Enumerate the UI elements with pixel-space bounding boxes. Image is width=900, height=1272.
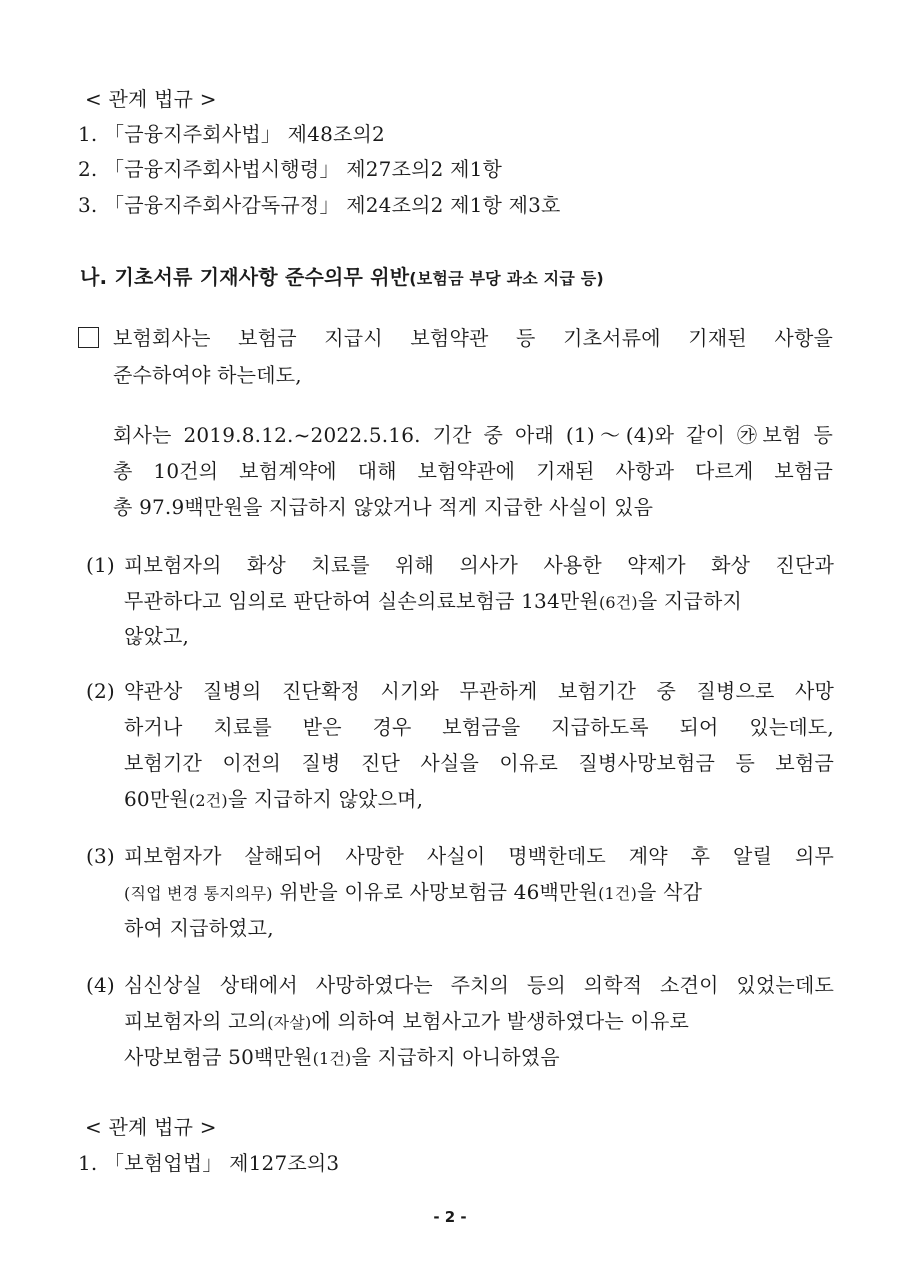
laws-header: < 관계 법규 > [85, 1115, 217, 1139]
item-line: 약관상 질병의 진단확정 시기와 무관하게 보험기간 중 질병으로 사망 [124, 679, 834, 703]
item-line: 피보험자의 화상 치료를 위해 의사가 사용한 약제가 화상 진단과 [124, 553, 834, 577]
intro-paragraph-line: 회사는 2019.8.12.~2022.5.16. 기간 중 아래 (1)～(4)와 같이 ㉮보험 등 [113, 423, 833, 447]
item-number: (1) [86, 553, 115, 577]
law-item: 1. 「보험업법」 제127조의3 [78, 1151, 340, 1175]
section-heading [80, 262, 604, 294]
item-line: 사망보험금 50백만원(1건)을 지급하지 아니하였음 [124, 1045, 560, 1069]
item-line: 심신상실 상태에서 사망하였다는 주치의 등의 의학적 소견이 있었는데도 [124, 973, 834, 997]
item-number: (2) [86, 679, 115, 703]
item-line: (직업 변경 통지의무) 위반을 이유로 사망보험금 46백만원(1건)을 삭감 [124, 880, 703, 904]
item-line: 않았고, [124, 624, 190, 648]
item-line: 피보험자가 살해되어 사망한 사실이 명백한데도 계약 후 알릴 의무 [124, 844, 834, 868]
checkbox-bullet-icon [78, 327, 99, 348]
section-title: 나. 기초서류 기재사항 준수의무 위반 [80, 265, 410, 289]
intro-bullet-line: 준수하여야 하는데도, [113, 363, 302, 387]
intro-bullet-line: 보험회사는 보험금 지급시 보험약관 등 기초서류에 기재된 사항을 [113, 326, 833, 350]
item-line: 피보험자의 고의(자살)에 의하여 보험사고가 발생하였다는 이유로 [124, 1009, 689, 1033]
law-item: 1. 「금융지주회사법」 제48조의2 [78, 122, 385, 146]
item-line: 하여 지급하였고, [124, 916, 274, 940]
law-item: 3. 「금융지주회사감독규정」 제24조의2 제1항 제3호 [78, 193, 561, 217]
intro-paragraph-line: 총 10건의 보험계약에 대해 보험약관에 기재된 사항과 다르게 보험금 [113, 459, 833, 483]
laws-header: < 관계 법규 > [85, 87, 217, 111]
item-line: 60만원(2건)을 지급하지 않았으며, [124, 787, 424, 811]
item-number: (4) [86, 973, 115, 997]
page-number: - 2 - [433, 1208, 467, 1226]
item-line: 보험기간 이전의 질병 진단 사실을 이유로 질병사망보험금 등 보험금 [124, 751, 834, 775]
item-number: (3) [86, 844, 115, 868]
item-line: 무관하다고 임의로 판단하여 실손의료보험금 134만원(6건)을 지급하지 [124, 589, 743, 613]
law-item: 2. 「금융지주회사법시행령」 제27조의2 제1항 [78, 157, 503, 181]
item-line: 하거나 치료를 받은 경우 보험금을 지급하도록 되어 있는데도, [124, 715, 834, 739]
section-subtitle: (보험금 부당 과소 지급 등) [409, 269, 604, 288]
intro-paragraph-line: 총 97.9백만원을 지급하지 않았거나 적게 지급한 사실이 있음 [113, 495, 654, 519]
